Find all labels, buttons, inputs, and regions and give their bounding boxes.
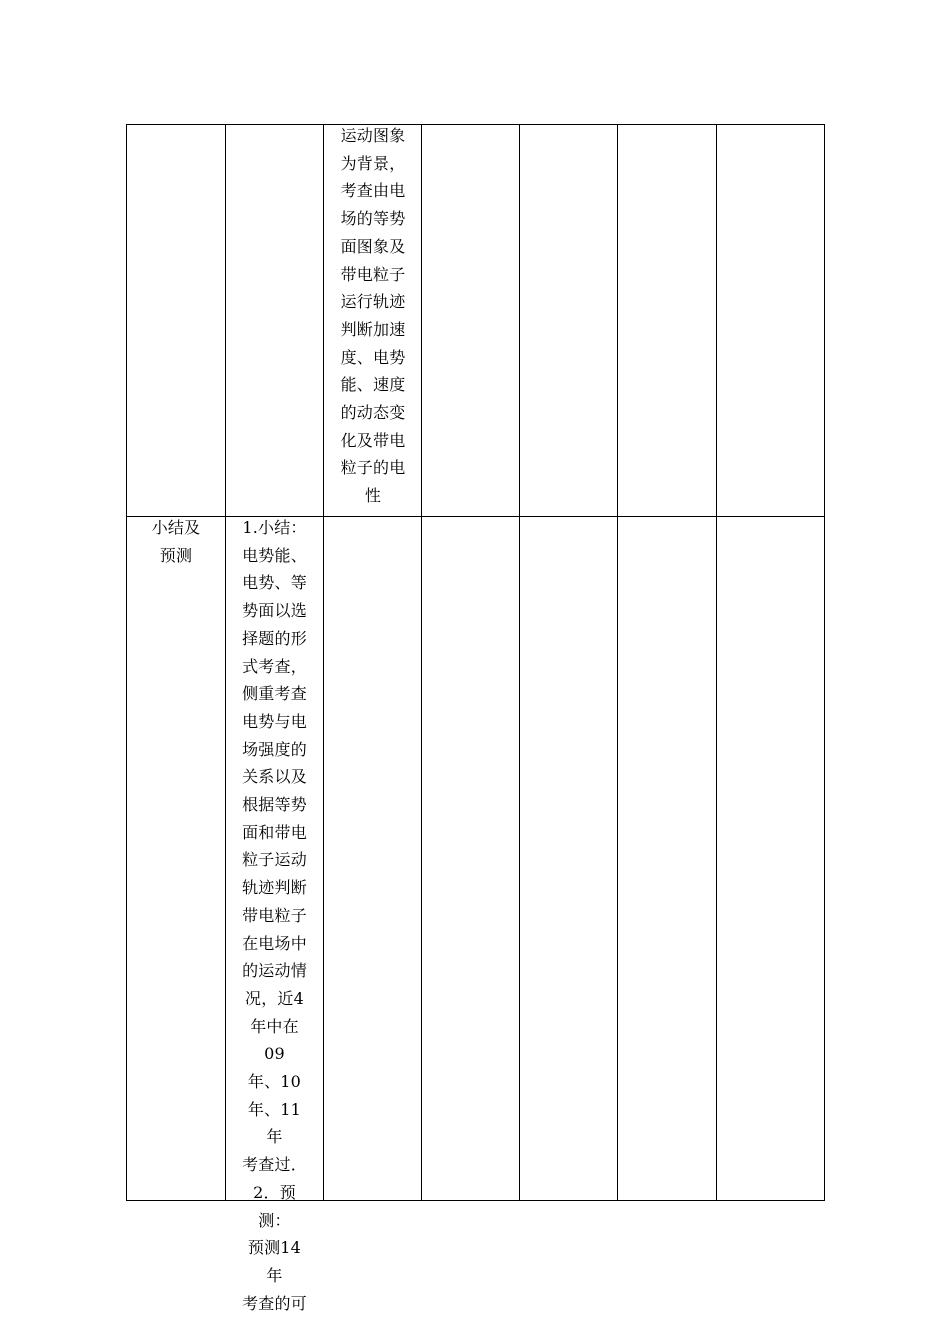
table-cell [324,517,422,1201]
table-cell [717,517,825,1201]
table-cell [127,125,226,517]
table-cell [520,517,618,1201]
table-cell [226,517,324,1313]
table-cell [422,517,520,1201]
table-cell [520,125,618,517]
table-cell [618,517,717,1201]
table-cell [324,125,422,517]
table-row [127,125,825,517]
table-cell [717,125,825,517]
content-table [126,124,825,1313]
table-cell [422,125,520,517]
table-row [127,517,825,1201]
summary-prediction-text: 1.小结： 电势能、 电势、等 势面以选 择题的形 式考查， 侧重考查 电势与电 场强度的 关系以及 根据等势 面和带电 粒子运动 轨迹判断 带电粒子 在电场中 的运动情 况，近4 年中在09 年、10 年、11年 考查过． 2．预测： 预测14年 考查的可 [242,518,307,1313]
table-cell [127,517,226,1201]
table-cell [618,125,717,517]
exam-focus-text: 运动图象 为背景， 考查由电 场的等势 面图象及 带电粒子 运行轨迹 判断加速 度、电势 能、速度 的动态变 化及带电 粒子的电 性 [340,126,406,506]
table-cell [226,125,324,517]
row-heading-summary-prediction: 小结及 预测 [151,518,201,565]
